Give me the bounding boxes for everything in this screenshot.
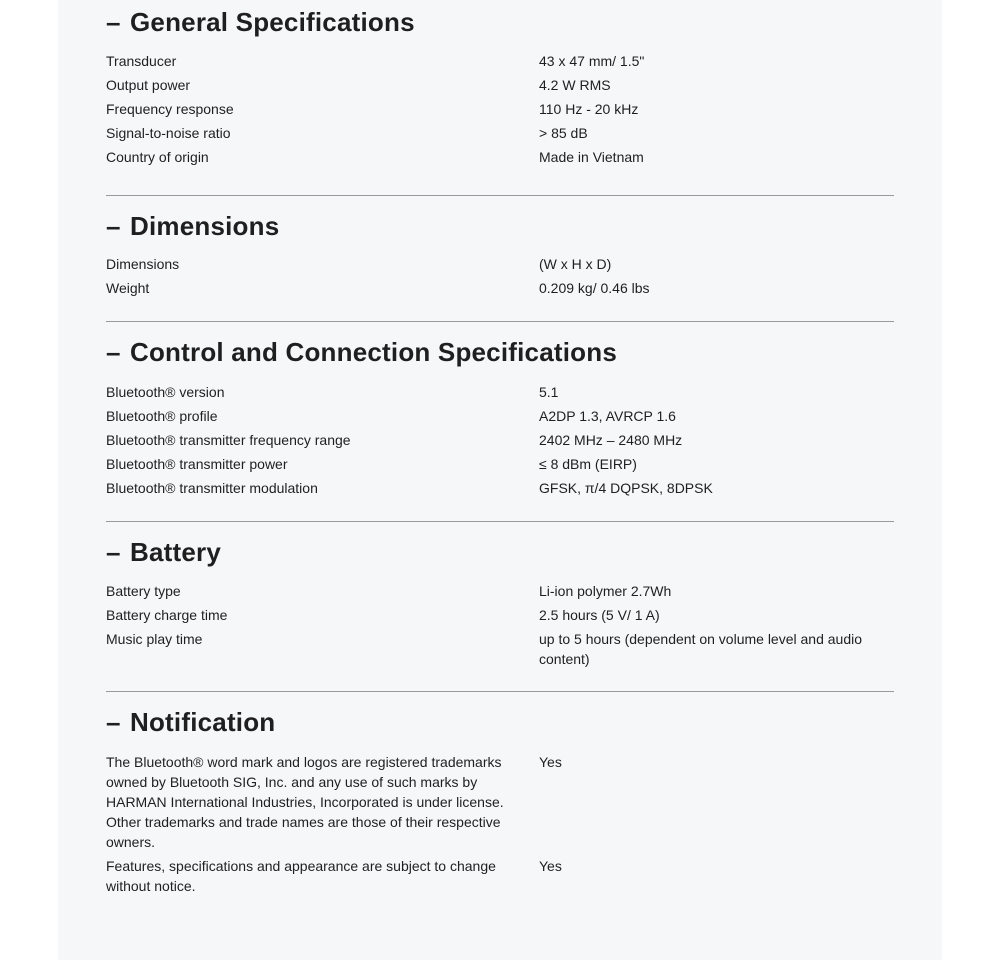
section-divider [106, 521, 894, 522]
spec-value: 0.209 kg/ 0.46 lbs [539, 280, 650, 296]
spec-value: GFSK, π/4 DQPSK, 8DPSK [539, 480, 713, 496]
spec-row [106, 430, 894, 450]
section-title: Battery [130, 536, 221, 567]
spec-label: Country of origin [106, 149, 209, 165]
spec-value: 43 x 47 mm/ 1.5" [539, 53, 645, 69]
spec-value: 4.2 W RMS [539, 77, 611, 93]
section-control-connection [106, 330, 894, 498]
spec-row [106, 856, 894, 896]
spec-value: A2DP 1.3, AVRCP 1.6 [539, 408, 676, 424]
specifications-content [106, 0, 894, 900]
spec-row [106, 752, 894, 852]
spec-label: Weight [106, 280, 150, 296]
section-header-control-connection[interactable] [106, 330, 894, 374]
specifications-panel [58, 0, 942, 960]
spec-row [106, 123, 894, 143]
spec-row [106, 605, 894, 625]
spec-value: Yes [539, 858, 562, 874]
spec-row [106, 454, 894, 474]
section-divider [106, 321, 894, 322]
spec-rows [106, 51, 894, 167]
spec-row [106, 382, 894, 402]
spec-label: Bluetooth® transmitter power [106, 456, 288, 472]
section-title: Dimensions [130, 210, 280, 241]
section-header-notification[interactable] [106, 700, 894, 744]
section-title: Control and Connection Specifications [130, 336, 617, 367]
spec-value: Li-ion polymer 2.7Wh [539, 583, 672, 599]
spec-label: Bluetooth® transmitter frequency range [106, 432, 351, 448]
spec-label: Features, specifications and appearance are subject to change without notice. [106, 858, 496, 894]
spec-row [106, 51, 894, 71]
spec-label: Output power [106, 77, 191, 93]
spec-label: Music play time [106, 631, 203, 647]
section-notification [106, 700, 894, 896]
spec-value: Yes [539, 754, 562, 770]
spec-label: Bluetooth® version [106, 384, 225, 400]
section-divider [106, 195, 894, 196]
section-battery [106, 530, 894, 669]
spec-row [106, 478, 894, 498]
spec-label: Battery type [106, 583, 181, 599]
spec-row [106, 147, 894, 167]
collapse-icon[interactable]: – [106, 210, 121, 241]
spec-rows [106, 581, 894, 669]
collapse-icon[interactable]: – [106, 536, 121, 567]
spec-row [106, 406, 894, 426]
collapse-icon[interactable]: – [106, 6, 121, 37]
spec-label: Frequency response [106, 101, 234, 117]
section-header-general-specifications[interactable] [106, 0, 894, 44]
spec-rows [106, 752, 894, 896]
spec-value: up to 5 hours (dependent on volume level and audio content) [539, 631, 863, 667]
collapse-icon[interactable]: – [106, 706, 121, 737]
spec-value: 2.5 hours (5 V/ 1 A) [539, 607, 660, 623]
section-title: General Specifications [130, 6, 415, 37]
spec-value: ≤ 8 dBm (EIRP) [539, 456, 637, 472]
collapse-icon[interactable]: – [106, 336, 121, 367]
spec-row [106, 254, 894, 274]
spec-row [106, 629, 894, 669]
section-general-specifications [106, 0, 894, 167]
spec-label: The Bluetooth® word mark and logos are registered trademarks owned by Bluetooth SIG, Inc. and any use of such marks by HARMAN International Industries, Incorporated is under license. Other trademarks and trade names are those of their respective owners. [106, 754, 504, 850]
section-divider [106, 691, 894, 692]
spec-label: Bluetooth® profile [106, 408, 218, 424]
spec-rows [106, 254, 894, 298]
spec-label: Dimensions [106, 256, 180, 272]
spec-label: Battery charge time [106, 607, 228, 623]
spec-rows [106, 382, 894, 498]
spec-value: 5.1 [539, 384, 559, 400]
spec-value: (W x H x D) [539, 256, 612, 272]
spec-row [106, 581, 894, 601]
spec-row [106, 99, 894, 119]
spec-value: > 85 dB [539, 125, 588, 141]
section-dimensions [106, 204, 894, 298]
spec-row [106, 75, 894, 95]
section-title: Notification [130, 706, 276, 737]
spec-row [106, 278, 894, 298]
spec-value: 2402 MHz – 2480 MHz [539, 432, 683, 448]
spec-value: Made in Vietnam [539, 149, 644, 165]
section-header-dimensions[interactable] [106, 204, 894, 248]
spec-label: Transducer [106, 53, 177, 69]
spec-value: 110 Hz - 20 kHz [539, 101, 639, 117]
section-header-battery[interactable] [106, 530, 894, 574]
spec-label: Signal-to-noise ratio [106, 125, 231, 141]
spec-label: Bluetooth® transmitter modulation [106, 480, 318, 496]
